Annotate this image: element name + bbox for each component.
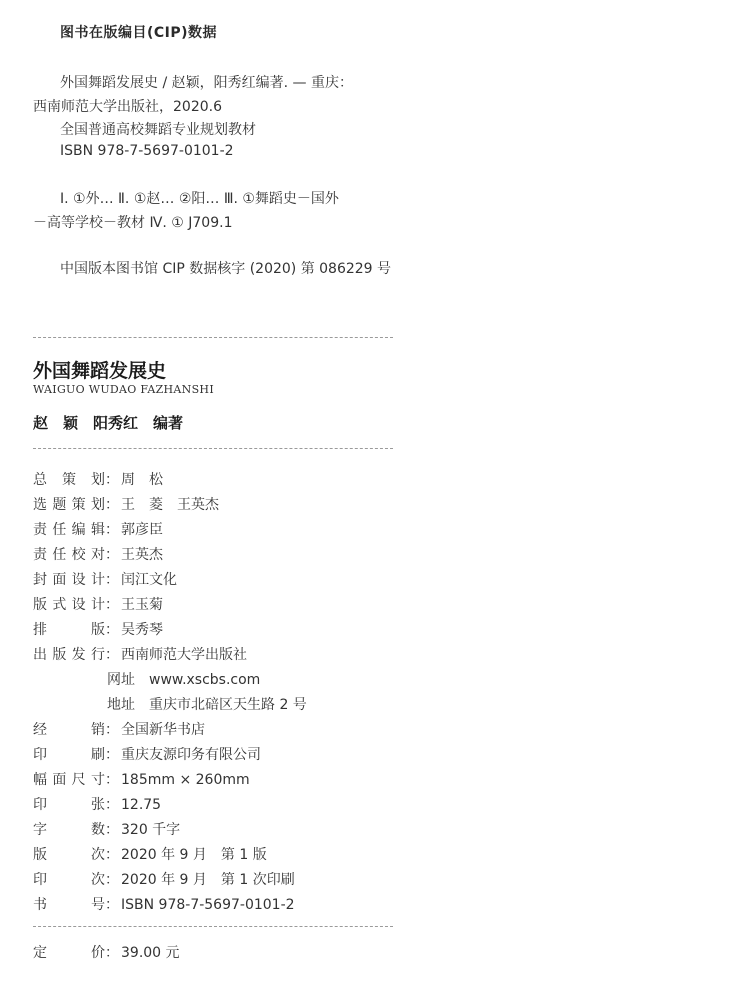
credit-label: 责任校对 bbox=[33, 547, 105, 563]
credit-value: 2020 年 9 月 第 1 版 bbox=[121, 847, 267, 863]
credit-label: 幅面尺寸 bbox=[33, 772, 105, 788]
publisher-website: 网址 www.xscbs.com bbox=[107, 672, 261, 688]
credit-row: 责任校对： 王英杰 bbox=[33, 544, 163, 564]
credit-row: 选题策划： 王 菱 王英杰 bbox=[33, 494, 219, 514]
divider-bottom bbox=[33, 926, 393, 927]
credit-row: 出版发行： 西南师范大学出版社 bbox=[33, 644, 247, 664]
credit-label: 版式设计 bbox=[33, 597, 105, 613]
price-value: 39.00 元 bbox=[121, 945, 180, 961]
credit-row: 排 版： 吴秀琴 bbox=[33, 619, 163, 639]
credit-row: 印 次： 2020 年 9 月 第 1 次印刷 bbox=[33, 869, 295, 889]
credit-value: 重庆友源印务有限公司 bbox=[121, 747, 261, 763]
book-title: 外国舞蹈发展史 bbox=[33, 360, 167, 382]
credit-value: 郭彦臣 bbox=[121, 522, 163, 538]
publisher-address: 地址 重庆市北碚区天生路 2 号 bbox=[107, 697, 307, 713]
credit-row: 字 数： 320 千字 bbox=[33, 819, 180, 839]
credit-row: 印 张： 12.75 bbox=[33, 794, 161, 814]
credit-row: 幅面尺寸： 185mm × 260mm bbox=[33, 769, 250, 789]
credit-label: 选题策划 bbox=[33, 497, 105, 513]
credit-value: 185mm × 260mm bbox=[121, 772, 250, 788]
credit-value: 王英杰 bbox=[121, 547, 163, 563]
cip-line-2: 西南师范大学出版社，2020.6 bbox=[33, 99, 222, 115]
credit-label: 封面设计 bbox=[33, 572, 105, 588]
credit-label: 排 版 bbox=[33, 622, 105, 638]
price-row: 定 价： 39.00 元 bbox=[33, 942, 180, 962]
credit-row: 总 策 划： 周 松 bbox=[33, 469, 163, 489]
cip-line-3: 全国普通高校舞蹈专业规划教材 bbox=[60, 122, 256, 138]
credit-value: 周 松 bbox=[121, 472, 163, 488]
credit-row: 责任编辑： 郭彦臣 bbox=[33, 519, 163, 539]
book-authors: 赵 颖 阳秀红 编著 bbox=[33, 414, 184, 432]
divider-top bbox=[33, 337, 393, 338]
cip-line-6: －高等学校－教材 Ⅳ. ① J709.1 bbox=[33, 215, 233, 231]
credit-row: 印 刷： 重庆友源印务有限公司 bbox=[33, 744, 261, 764]
cip-line-5: Ⅰ. ①外… Ⅱ. ①赵… ②阳… Ⅲ. ①舞蹈史－国外 bbox=[60, 191, 339, 207]
credit-value: 吴秀琴 bbox=[121, 622, 163, 638]
price-label: 定 价 bbox=[33, 945, 105, 961]
credit-label: 印 次 bbox=[33, 872, 105, 888]
credit-label: 字 数 bbox=[33, 822, 105, 838]
credit-value: 闰江文化 bbox=[121, 572, 177, 588]
credit-value: 320 千字 bbox=[121, 822, 181, 838]
credit-label: 经 销 bbox=[33, 722, 105, 738]
credit-value: ISBN 978-7-5697-0101-2 bbox=[121, 897, 295, 913]
credit-label: 总 策 划 bbox=[33, 472, 105, 488]
credit-row: 版式设计： 王玉菊 bbox=[33, 594, 163, 614]
cip-line-4: ISBN 978-7-5697-0101-2 bbox=[60, 143, 234, 159]
cip-line-1: 外国舞蹈发展史 / 赵颖，阳秀红编著. — 重庆： bbox=[60, 75, 353, 91]
cip-line-7: 中国版本图书馆 CIP 数据核字 (2020) 第 086229 号 bbox=[60, 261, 392, 277]
credit-row: 封面设计： 闰江文化 bbox=[33, 569, 177, 589]
credit-value: 王玉菊 bbox=[121, 597, 163, 613]
credit-label: 印 刷 bbox=[33, 747, 105, 763]
credit-value: 12.75 bbox=[121, 797, 162, 813]
credit-label: 版 次 bbox=[33, 847, 105, 863]
credit-label: 书 号 bbox=[33, 897, 105, 913]
credit-value: 王 菱 王英杰 bbox=[121, 497, 219, 513]
credit-value: 西南师范大学出版社 bbox=[121, 647, 247, 663]
cip-heading: 图书在版编目(CIP)数据 bbox=[60, 25, 218, 41]
credit-label: 出版发行 bbox=[33, 647, 105, 663]
credit-row: 版 次： 2020 年 9 月 第 1 版 bbox=[33, 844, 267, 864]
divider-middle bbox=[33, 448, 393, 449]
credit-value: 全国新华书店 bbox=[121, 722, 205, 738]
credit-label: 印 张 bbox=[33, 797, 105, 813]
credit-row: 书 号： ISBN 978-7-5697-0101-2 bbox=[33, 894, 295, 914]
credit-label: 责任编辑 bbox=[33, 522, 105, 538]
book-pinyin: WAIGUO WUDAO FAZHANSHI bbox=[33, 383, 214, 396]
credit-value: 2020 年 9 月 第 1 次印刷 bbox=[121, 872, 295, 888]
credit-row: 经 销： 全国新华书店 bbox=[33, 719, 205, 739]
